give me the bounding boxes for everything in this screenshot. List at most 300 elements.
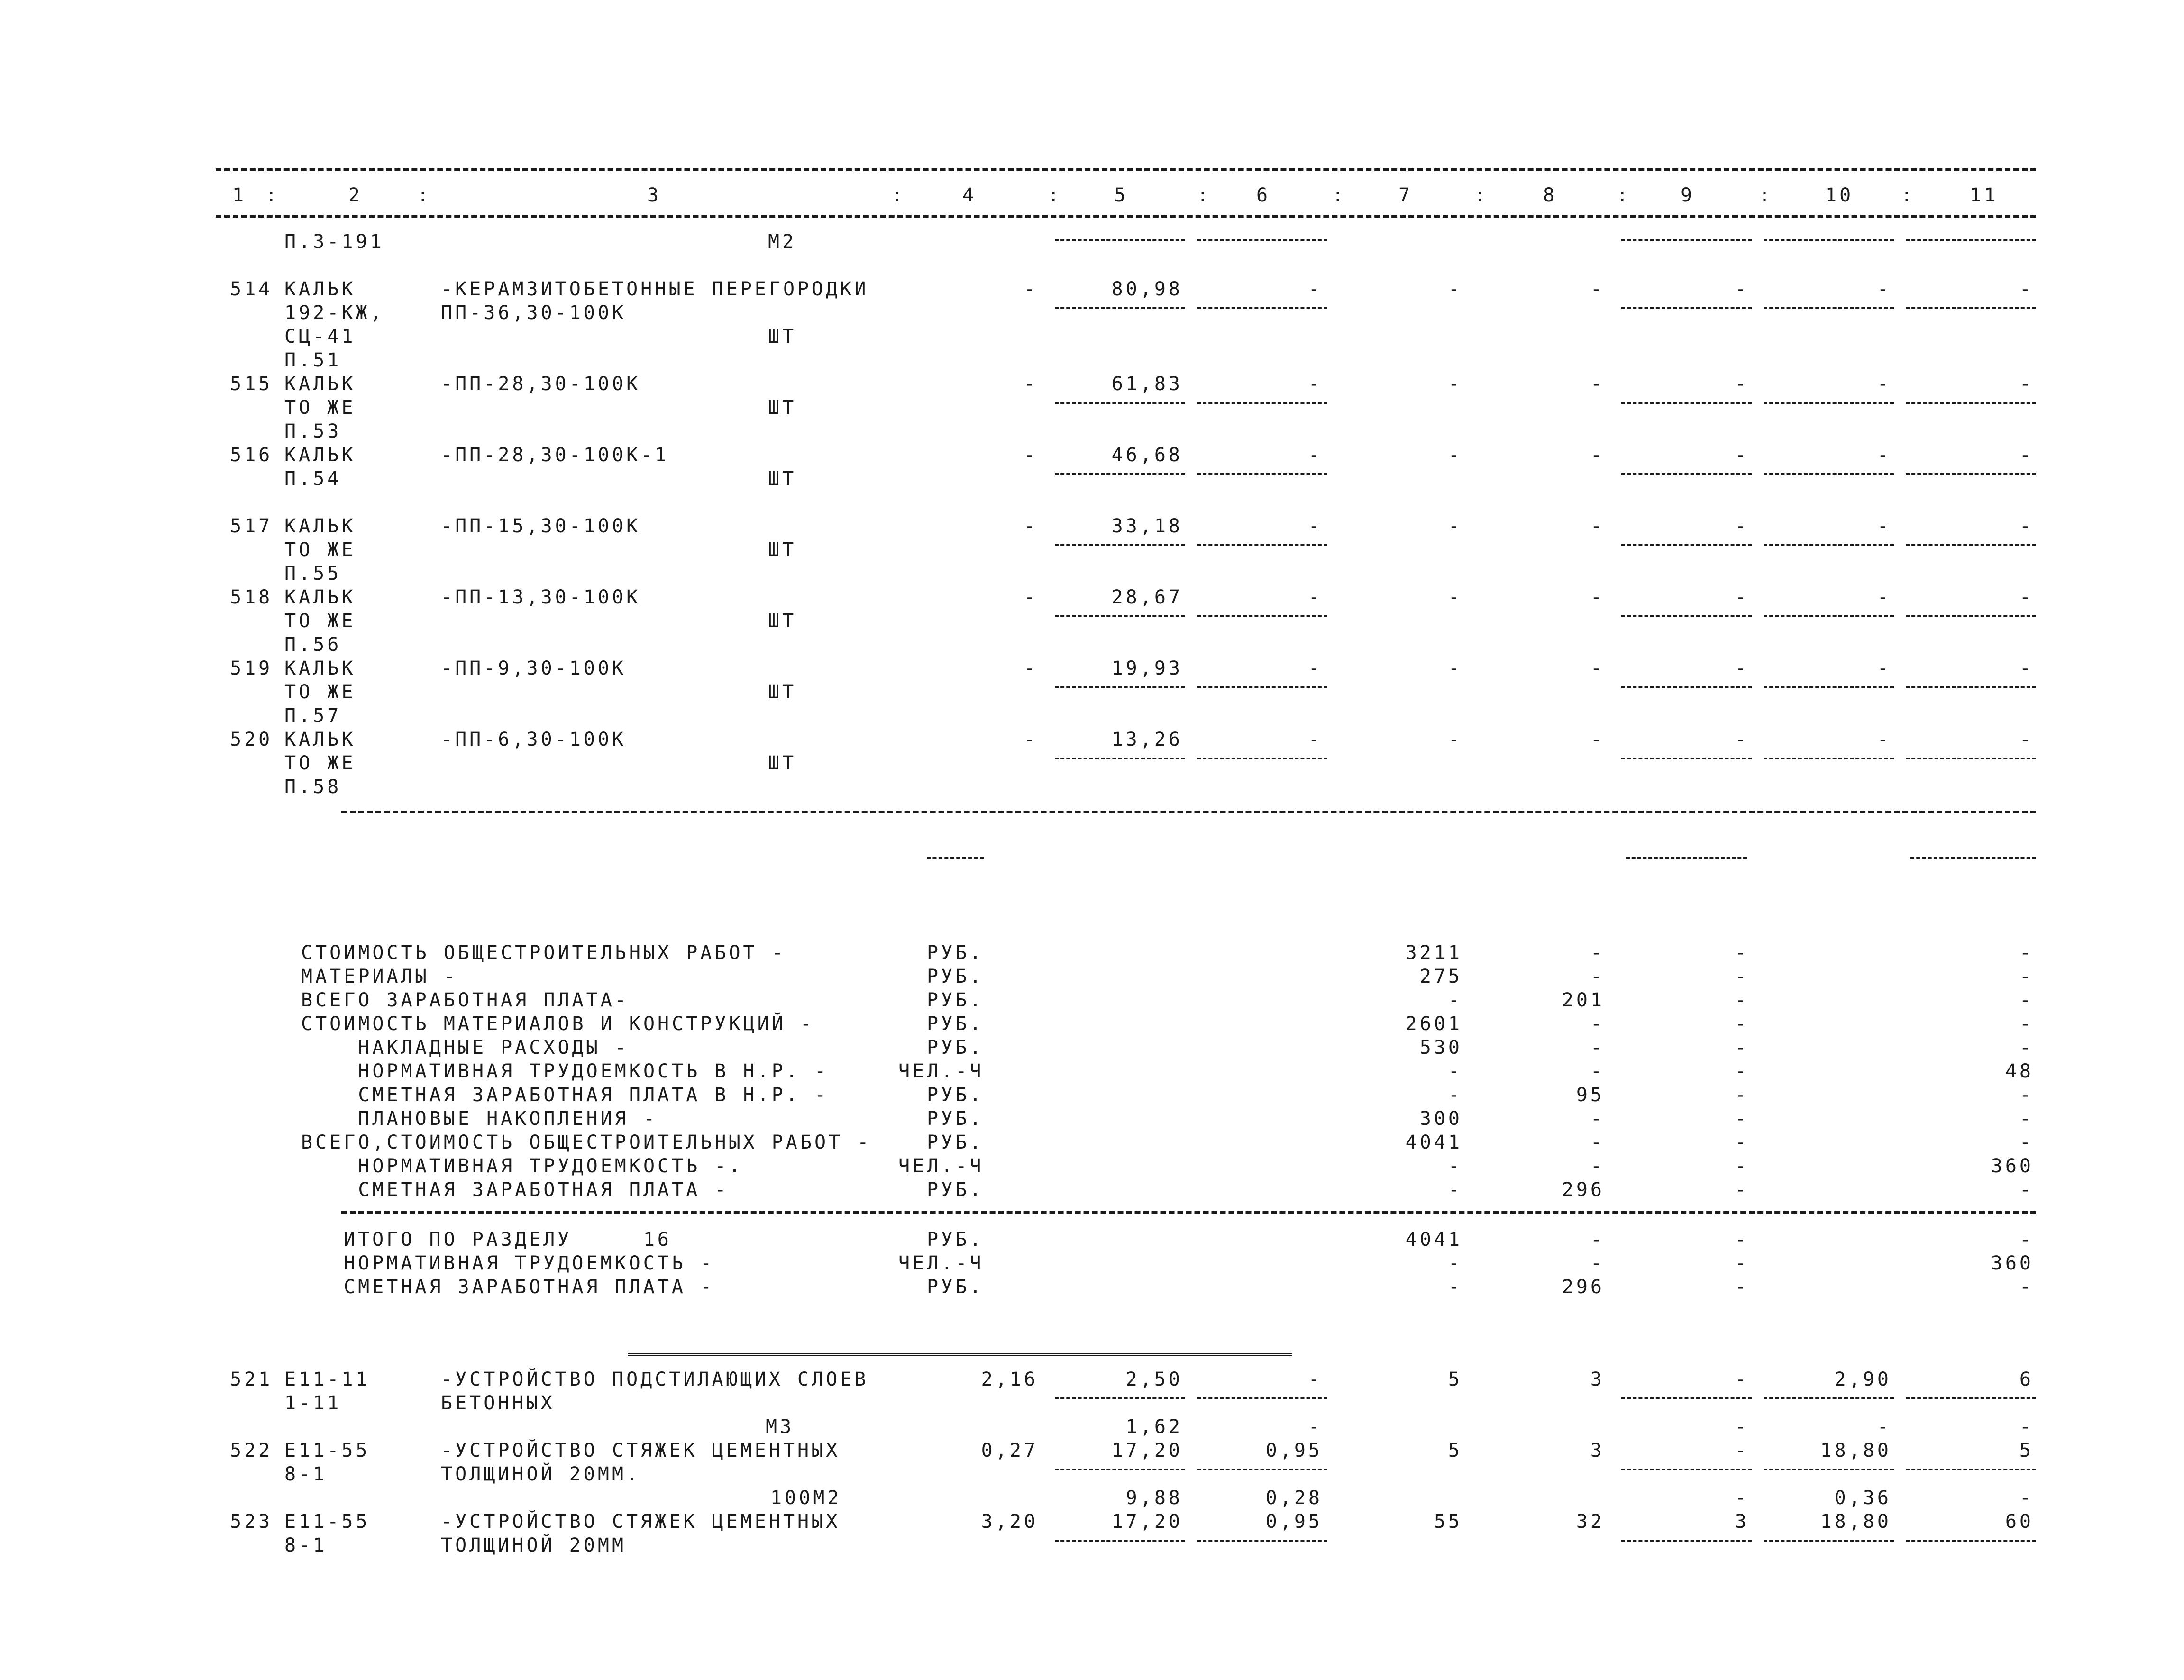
cell-c10: 18,80 <box>1820 1440 1892 1461</box>
cell-c2: П.53 <box>284 420 342 442</box>
cell-c6: 0,95 <box>1265 1511 1323 1533</box>
breakdown-label: СТОИМОСТЬ МАТЕРИАЛОВ И КОНСТРУКЦИЙ - <box>301 1013 814 1035</box>
cell-c7: - <box>1448 515 1462 537</box>
rule-c5 <box>1055 544 1185 546</box>
rule-c11 <box>1906 758 2036 759</box>
cell-c7: 5 <box>1448 1369 1462 1390</box>
cell-c3: -ПП-28,30-100К <box>441 373 641 395</box>
breakdown-label: СМЕТНАЯ ЗАРАБОТНАЯ ПЛАТА - <box>301 1179 729 1201</box>
cell-c7: - <box>1448 373 1462 395</box>
cell-c8: - <box>1590 278 1605 300</box>
rule-c5 <box>1055 615 1185 617</box>
rule-direct-c9 <box>1626 857 1747 859</box>
breakdown-c9: - <box>1735 1037 1749 1059</box>
breakdown-c8: - <box>1590 966 1605 987</box>
cell-c4: - <box>1023 373 1038 395</box>
cell-c7: 55 <box>1434 1511 1462 1533</box>
rule-direct-c11 <box>1910 857 2036 859</box>
rule-c6 <box>1197 686 1327 688</box>
cell-c5: 2,50 <box>1125 1369 1183 1390</box>
rule-c6 <box>1197 1540 1327 1542</box>
cell-c1: 514 <box>230 278 273 300</box>
cell-c5: 19,93 <box>1111 657 1183 679</box>
column-header-4: 4 <box>962 184 977 206</box>
cell-c9: - <box>1735 1369 1749 1390</box>
row-unit: ШТ <box>768 752 797 774</box>
cell-c3: ТОЛЩИНОЙ 20ММ <box>441 1534 627 1556</box>
breakdown-c11: - <box>2019 1037 2034 1059</box>
breakdown-label: СТОИМОСТЬ ОБЩЕСТРОИТЕЛЬНЫХ РАБОТ - <box>301 942 786 964</box>
breakdown-c7: - <box>1448 1179 1462 1201</box>
column-header-6: 6 <box>1256 184 1271 206</box>
rule-c6 <box>1197 544 1327 546</box>
cell-c2: П.55 <box>284 563 342 584</box>
cell-c10: 18,80 <box>1820 1511 1892 1533</box>
column-separator: : <box>417 184 432 206</box>
rule-c5 <box>1055 473 1185 475</box>
cell-c2: П.3-191 <box>284 231 384 253</box>
rule-c6 <box>1197 1469 1327 1470</box>
breakdown-c11: - <box>2019 966 2034 987</box>
rule-c6 <box>1197 307 1327 309</box>
rule-c9 <box>1621 1540 1752 1542</box>
rule-c9 <box>1621 615 1752 617</box>
cell-c6: - <box>1308 515 1323 537</box>
cell-c5: 80,98 <box>1111 278 1183 300</box>
cell-c4: - <box>1023 729 1038 750</box>
rule-c11 <box>1906 1397 2036 1399</box>
rule-c9 <box>1621 686 1752 688</box>
cell-c6: 0,95 <box>1265 1440 1323 1461</box>
section-total-unit: ЧЕЛ.-Ч <box>898 1252 984 1274</box>
cell-c4: 0,27 <box>981 1440 1038 1461</box>
breakdown-c7: - <box>1448 1060 1462 1082</box>
cell-c2: ТО ЖЕ <box>284 610 356 632</box>
breakdown-c8: - <box>1590 1037 1605 1059</box>
column-header-11: 11 <box>1970 184 1999 206</box>
cell-c2: КАЛЬК <box>284 586 356 608</box>
breakdown-c9: - <box>1735 1179 1749 1201</box>
section-17-underline <box>628 1353 1292 1356</box>
cell-c3: ПП-36,30-100К <box>441 302 627 324</box>
cell-c6: - <box>1308 373 1323 395</box>
cell-c5: 33,18 <box>1111 515 1183 537</box>
cell-c4: - <box>1023 515 1038 537</box>
cell-c1: 523 <box>230 1511 273 1533</box>
rule-c10 <box>1764 402 1894 404</box>
cell-c3: -КЕРАМЗИТОБЕТОННЫЕ ПЕРЕГОРОДКИ <box>441 278 869 300</box>
breakdown-c7: 3211 <box>1405 942 1462 964</box>
cell-c10: - <box>1877 729 1892 750</box>
cell-c10: 0,36 <box>1834 1487 1892 1509</box>
cell-c4: - <box>1023 657 1038 679</box>
rule-c11 <box>1906 544 2036 546</box>
cell-c9: - <box>1735 444 1749 466</box>
cell-c3: БЕТОННЫХ <box>441 1392 555 1414</box>
rule-c10 <box>1764 686 1894 688</box>
rule-c9 <box>1621 758 1752 759</box>
breakdown-c9: - <box>1735 1084 1749 1106</box>
cell-c11: 6 <box>2019 1369 2034 1390</box>
breakdown-c11: - <box>2019 989 2034 1011</box>
cell-c1: 516 <box>230 444 273 466</box>
breakdown-unit: РУБ. <box>927 1037 984 1059</box>
cell-c5: 28,67 <box>1111 586 1183 608</box>
rule-c6 <box>1197 239 1327 241</box>
cell-c9: 3 <box>1735 1511 1749 1533</box>
row-unit: ШТ <box>768 610 797 632</box>
rule-c5 <box>1055 686 1185 688</box>
breakdown-c9: - <box>1735 1060 1749 1082</box>
breakdown-c8: - <box>1590 1155 1605 1177</box>
cell-c6: - <box>1308 1416 1323 1438</box>
cell-c7: - <box>1448 444 1462 466</box>
section-total-c11: - <box>2019 1276 2034 1298</box>
cell-c2: КАЛЬК <box>284 657 356 679</box>
cell-c6: - <box>1308 586 1323 608</box>
cell-c2: П.54 <box>284 468 342 490</box>
cell-c8: - <box>1590 729 1605 750</box>
cell-c8: 3 <box>1590 1369 1605 1390</box>
breakdown-c9: - <box>1735 1108 1749 1130</box>
cell-c6: - <box>1308 657 1323 679</box>
breakdown-c8: - <box>1590 1108 1605 1130</box>
cell-c2: П.57 <box>284 705 342 727</box>
rule-c10 <box>1764 1540 1894 1542</box>
cell-c7: - <box>1448 657 1462 679</box>
breakdown-c7: 2601 <box>1405 1013 1462 1035</box>
rule-c10 <box>1764 1469 1894 1470</box>
breakdown-c11: - <box>2019 942 2034 964</box>
rule-c5 <box>1055 1540 1185 1542</box>
rule-c9 <box>1621 402 1752 404</box>
column-header-9: 9 <box>1681 184 1695 206</box>
rule-c5 <box>1055 307 1185 309</box>
breakdown-c8: 296 <box>1562 1179 1605 1201</box>
column-separator: : <box>1759 184 1773 206</box>
breakdown-label: ВСЕГО ЗАРАБОТНАЯ ПЛАТА- <box>301 989 629 1011</box>
section-total-unit: РУБ. <box>927 1276 984 1298</box>
cell-c2: КАЛЬК <box>284 373 356 395</box>
cell-c6: - <box>1308 729 1323 750</box>
cell-c1: 521 <box>230 1369 273 1390</box>
section-total-c7: - <box>1448 1276 1462 1298</box>
breakdown-c9: - <box>1735 989 1749 1011</box>
breakdown-c11: - <box>2019 1084 2034 1106</box>
cell-c10: - <box>1877 586 1892 608</box>
cell-c6: - <box>1308 1369 1323 1390</box>
rule-c11 <box>1906 307 2036 309</box>
row-unit: ШТ <box>768 326 797 347</box>
cell-c10: - <box>1877 278 1892 300</box>
breakdown-c7: 4041 <box>1405 1132 1462 1153</box>
rule-c6 <box>1197 758 1327 759</box>
breakdown-label: НАКЛАДНЫЕ РАСХОДЫ - <box>301 1037 629 1059</box>
column-separator: : <box>1474 184 1489 206</box>
cell-c11: 5 <box>2019 1440 2034 1461</box>
section-total-c8: 296 <box>1562 1276 1605 1298</box>
cell-c5: 46,68 <box>1111 444 1183 466</box>
row-unit: 100М2 <box>770 1487 842 1509</box>
section-total-c7: 4041 <box>1405 1229 1462 1251</box>
rule-c10 <box>1764 615 1894 617</box>
breakdown-c11: 48 <box>2005 1060 2034 1082</box>
column-separator: : <box>265 184 280 206</box>
rule-direct-c4 <box>927 857 984 859</box>
cell-c10: 2,90 <box>1834 1369 1892 1390</box>
breakdown-c9: - <box>1735 1155 1749 1177</box>
cell-c1: 522 <box>230 1440 273 1461</box>
cell-c3: ТОЛЩИНОЙ 20ММ. <box>441 1463 641 1485</box>
breakdown-unit: ЧЕЛ.-Ч <box>898 1155 984 1177</box>
row-unit: ШТ <box>768 539 797 561</box>
cell-c3: -ПП-13,30-100К <box>441 586 641 608</box>
section-total-label: СМЕТНАЯ ЗАРАБОТНАЯ ПЛАТА - <box>344 1276 715 1298</box>
cell-c10: - <box>1877 373 1892 395</box>
rule-c6 <box>1197 615 1327 617</box>
rule-c11 <box>1906 239 2036 241</box>
rule-c9 <box>1621 473 1752 475</box>
cell-c2: 192-КЖ, <box>284 302 384 324</box>
cell-c5: 61,83 <box>1111 373 1183 395</box>
column-separator: : <box>1617 184 1631 206</box>
row-unit: М2 <box>768 231 797 253</box>
cell-c8: 32 <box>1576 1511 1605 1533</box>
rule-c9 <box>1621 1469 1752 1470</box>
cell-c10: - <box>1877 515 1892 537</box>
cell-c11: 60 <box>2005 1511 2034 1533</box>
cell-c2: КАЛЬК <box>284 444 356 466</box>
rule-c6 <box>1197 1397 1327 1399</box>
rule-c5 <box>1055 239 1185 241</box>
cell-c5: 17,20 <box>1111 1440 1183 1461</box>
section-total-label: НОРМАТИВНАЯ ТРУДОЕМКОСТЬ - <box>344 1252 715 1274</box>
cell-c2: П.58 <box>284 776 342 798</box>
breakdown-unit: РУБ. <box>927 1084 984 1106</box>
rule-c11 <box>1906 1540 2036 1542</box>
cell-c11: - <box>2019 515 2034 537</box>
rule-c10 <box>1764 1397 1894 1399</box>
breakdown-c8: 95 <box>1576 1084 1605 1106</box>
cell-c2: 8-1 <box>284 1463 328 1485</box>
cell-c10: - <box>1877 657 1892 679</box>
rule-c9 <box>1621 544 1752 546</box>
breakdown-c11: - <box>2019 1013 2034 1035</box>
cell-c1: 517 <box>230 515 273 537</box>
breakdown-c7: 530 <box>1419 1037 1462 1059</box>
breakdown-c8: - <box>1590 1132 1605 1153</box>
cell-c3: -ПП-28,30-100К-1 <box>441 444 669 466</box>
cell-c2: ТО ЖЕ <box>284 539 356 561</box>
cell-c2: П.51 <box>284 349 342 371</box>
cell-c2: ТО ЖЕ <box>284 752 356 774</box>
breakdown-unit: РУБ. <box>927 966 984 987</box>
cell-c1: 518 <box>230 586 273 608</box>
section-total-unit: РУБ. <box>927 1229 984 1251</box>
cell-c6: - <box>1308 278 1323 300</box>
column-header-10: 10 <box>1825 184 1854 206</box>
cell-c2: СЦ-41 <box>284 326 356 347</box>
section-total-label: ИТОГО ПО РАЗДЕЛУ 16 <box>344 1229 672 1251</box>
cell-c9: - <box>1735 278 1749 300</box>
cell-c4: - <box>1023 586 1038 608</box>
cell-c11: - <box>2019 1416 2034 1438</box>
cell-c2: КАЛЬК <box>284 278 356 300</box>
breakdown-c11: - <box>2019 1132 2034 1153</box>
cell-c3: -УСТРОЙСТВО ПОДСТИЛАЮЩИХ СЛОЕВ <box>441 1369 869 1390</box>
cell-c9: - <box>1735 515 1749 537</box>
rule-c9 <box>1621 239 1752 241</box>
column-separator: : <box>1197 184 1212 206</box>
cell-c2: КАЛЬК <box>284 515 356 537</box>
rule-c11 <box>1906 1469 2036 1470</box>
cell-c5: 1,62 <box>1125 1416 1183 1438</box>
row-unit: ШТ <box>768 468 797 490</box>
cell-c10: - <box>1877 1416 1892 1438</box>
column-separator: : <box>1901 184 1916 206</box>
cell-c4: 2,16 <box>981 1369 1038 1390</box>
rule-c10 <box>1764 239 1894 241</box>
breakdown-c9: - <box>1735 1132 1749 1153</box>
cell-c11: - <box>2019 278 2034 300</box>
rule-c10 <box>1764 307 1894 309</box>
breakdown-unit: РУБ. <box>927 989 984 1011</box>
cell-c1: 515 <box>230 373 273 395</box>
rule-breakdown-end <box>341 1211 2036 1214</box>
breakdown-label: НОРМАТИВНАЯ ТРУДОЕМКОСТЬ В Н.Р. - <box>301 1060 829 1082</box>
cell-c9: - <box>1735 729 1749 750</box>
cell-c8: - <box>1590 657 1605 679</box>
column-header-7: 7 <box>1398 184 1413 206</box>
cell-c3: -ПП-15,30-100К <box>441 515 641 537</box>
rule-c6 <box>1197 473 1327 475</box>
section-total-c11: 360 <box>1991 1252 2034 1274</box>
column-separator: : <box>1048 184 1062 206</box>
cell-c11: - <box>2019 657 2034 679</box>
column-header-2: 2 <box>348 184 363 206</box>
breakdown-unit: РУБ. <box>927 1132 984 1153</box>
cell-c4: - <box>1023 278 1038 300</box>
breakdown-label: МАТЕРИАЛЫ - <box>301 966 458 987</box>
column-header-8: 8 <box>1543 184 1558 206</box>
cell-c9: - <box>1735 657 1749 679</box>
section-total-c9: - <box>1735 1252 1749 1274</box>
column-header-5: 5 <box>1114 184 1129 206</box>
breakdown-c11: 360 <box>1991 1155 2034 1177</box>
breakdown-label: ВСЕГО,СТОИМОСТЬ ОБЩЕСТРОИТЕЛЬНЫХ РАБОТ - <box>301 1132 872 1153</box>
rule-c10 <box>1764 544 1894 546</box>
breakdown-label: ПЛАНОВЫЕ НАКОПЛЕНИЯ - <box>301 1108 658 1130</box>
cell-c6: 0,28 <box>1265 1487 1323 1509</box>
cell-c5: 9,88 <box>1125 1487 1183 1509</box>
breakdown-c7: - <box>1448 1155 1462 1177</box>
breakdown-c8: - <box>1590 1013 1605 1035</box>
cell-c2: ТО ЖЕ <box>284 681 356 703</box>
cell-c8: - <box>1590 586 1605 608</box>
cell-c1: 519 <box>230 657 273 679</box>
cell-c2: 8-1 <box>284 1534 328 1556</box>
breakdown-c11: - <box>2019 1179 2034 1201</box>
section-total-c8: - <box>1590 1229 1605 1251</box>
rule-c11 <box>1906 615 2036 617</box>
cell-c8: - <box>1590 515 1605 537</box>
rule-c5 <box>1055 402 1185 404</box>
cell-c8: - <box>1590 444 1605 466</box>
breakdown-unit: ЧЕЛ.-Ч <box>898 1060 984 1082</box>
cell-c2: Е11-55 <box>284 1440 370 1461</box>
breakdown-unit: РУБ. <box>927 942 984 964</box>
row-unit: ШТ <box>768 681 797 703</box>
breakdown-c8: 201 <box>1562 989 1605 1011</box>
cell-c11: - <box>2019 729 2034 750</box>
section-total-c8: - <box>1590 1252 1605 1274</box>
rule-c11 <box>1906 686 2036 688</box>
cell-c8: - <box>1590 373 1605 395</box>
cell-c9: - <box>1735 1416 1749 1438</box>
breakdown-unit: РУБ. <box>927 1179 984 1201</box>
cell-c11: - <box>2019 444 2034 466</box>
rule-top <box>216 168 2036 171</box>
rule-header-bottom <box>216 215 2036 218</box>
breakdown-c8: - <box>1590 1060 1605 1082</box>
cell-c11: - <box>2019 1487 2034 1509</box>
rule-c5 <box>1055 1469 1185 1470</box>
breakdown-c9: - <box>1735 1013 1749 1035</box>
cell-c9: - <box>1735 1440 1749 1461</box>
rule-c9 <box>1621 1397 1752 1399</box>
cell-c5: 13,26 <box>1111 729 1183 750</box>
cell-c3: -ПП-9,30-100К <box>441 657 627 679</box>
cell-c2: Е11-11 <box>284 1369 370 1390</box>
breakdown-c8: - <box>1590 942 1605 964</box>
cell-c3: -УСТРОЙСТВО СТЯЖЕК ЦЕМЕНТНЫХ <box>441 1440 841 1461</box>
rule-c11 <box>1906 402 2036 404</box>
column-separator: : <box>1332 184 1347 206</box>
cell-c2: 1-11 <box>284 1392 342 1414</box>
breakdown-c7: 275 <box>1419 966 1462 987</box>
breakdown-unit: РУБ. <box>927 1013 984 1035</box>
column-separator: : <box>891 184 906 206</box>
breakdown-c7: - <box>1448 1084 1462 1106</box>
cell-c2: ТО ЖЕ <box>284 397 356 419</box>
row-unit: М3 <box>766 1416 795 1438</box>
breakdown-c9: - <box>1735 966 1749 987</box>
rule-c9 <box>1621 307 1752 309</box>
cell-c2: Е11-55 <box>284 1511 370 1533</box>
breakdown-c9: - <box>1735 942 1749 964</box>
breakdown-c11: - <box>2019 1108 2034 1130</box>
cell-c7: - <box>1448 729 1462 750</box>
cell-c7: - <box>1448 278 1462 300</box>
cell-c8: 3 <box>1590 1440 1605 1461</box>
rule-c10 <box>1764 473 1894 475</box>
breakdown-c7: - <box>1448 989 1462 1011</box>
section-total-c9: - <box>1735 1276 1749 1298</box>
cell-c9: - <box>1735 1487 1749 1509</box>
cell-c3: -ПП-6,30-100К <box>441 729 627 750</box>
cell-c4: - <box>1023 444 1038 466</box>
cell-c7: - <box>1448 586 1462 608</box>
cell-c2: КАЛЬК <box>284 729 356 750</box>
cell-c3: -УСТРОЙСТВО СТЯЖЕК ЦЕМЕНТНЫХ <box>441 1511 841 1533</box>
breakdown-c7: 300 <box>1419 1108 1462 1130</box>
rule-c11 <box>1906 473 2036 475</box>
cell-c7: 5 <box>1448 1440 1462 1461</box>
cell-c5: 17,20 <box>1111 1511 1183 1533</box>
cell-c11: - <box>2019 586 2034 608</box>
breakdown-label: СМЕТНАЯ ЗАРАБОТНАЯ ПЛАТА В Н.Р. - <box>301 1084 829 1106</box>
column-header-1: 1 <box>232 184 247 206</box>
